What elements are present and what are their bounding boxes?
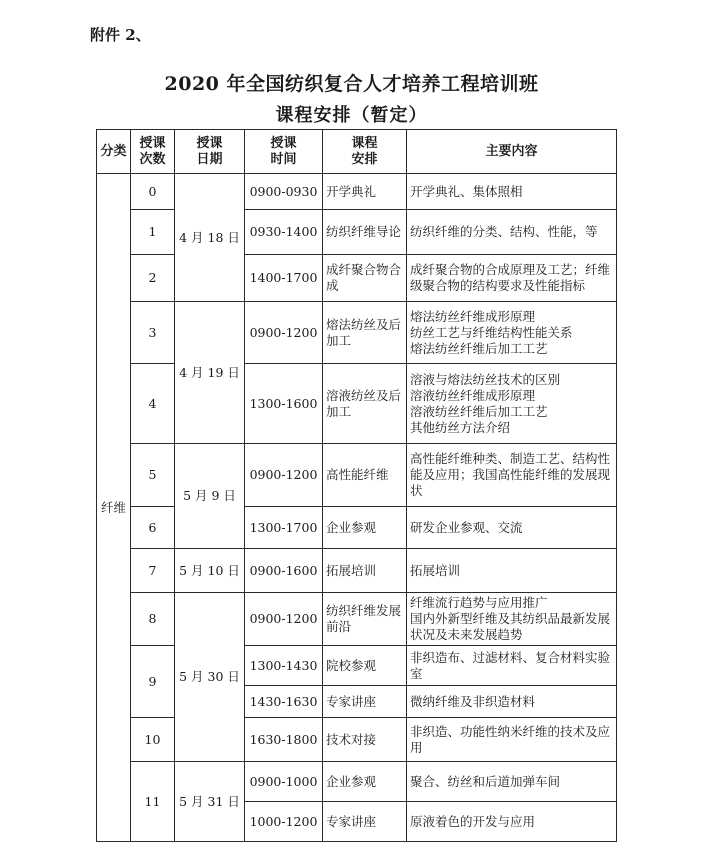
date-cell: 5 月 30 日 <box>175 593 245 762</box>
session-number: 4 <box>131 364 175 444</box>
course-cell: 熔法纺丝及后加工 <box>323 302 407 364</box>
session-number: 11 <box>131 762 175 842</box>
content-cell: 纤维流行趋势与应用推广 国内外新型纤维及其纺织品最新发展状况及未来发展趋势 <box>407 593 617 646</box>
header-course: 课程 安排 <box>323 130 407 174</box>
time-cell: 1400-1700 <box>245 255 323 302</box>
header-time: 授课 时间 <box>245 130 323 174</box>
content-cell: 拓展培训 <box>407 549 617 593</box>
table-row <box>97 762 617 802</box>
course-cell: 溶液纺丝及后加工 <box>323 364 407 444</box>
session-number: 2 <box>131 255 175 302</box>
course-cell: 纺织纤维导论 <box>323 210 407 255</box>
schedule-table <box>96 129 617 842</box>
content-cell: 非织造布、过滤材料、复合材料实验室 <box>407 646 617 686</box>
course-cell: 专家讲座 <box>323 802 407 842</box>
content-cell: 非织造、功能性纳米纤维的技术及应用 <box>407 718 617 762</box>
session-number: 9 <box>131 646 175 718</box>
content-cell: 微纳纤维及非织造材料 <box>407 686 617 718</box>
header-session-number: 授课 次数 <box>131 130 175 174</box>
header-content: 主要内容 <box>407 130 617 174</box>
content-cell: 成纤聚合物的合成原理及工艺；纤维级聚合物的结构要求及性能指标 <box>407 255 617 302</box>
course-cell: 拓展培训 <box>323 549 407 593</box>
table-row <box>97 549 617 593</box>
time-cell: 1300-1430 <box>245 646 323 686</box>
content-cell: 纺织纤维的分类、结构、性能，等 <box>407 210 617 255</box>
content-cell: 熔法纺丝纤维成形原理 纺丝工艺与纤维结构性能关系 熔法纺丝纤维后加工工艺 <box>407 302 617 364</box>
table-row <box>97 444 617 507</box>
table-row <box>97 302 617 364</box>
course-cell: 技术对接 <box>323 718 407 762</box>
session-number: 0 <box>131 174 175 210</box>
date-cell: 5 月 9 日 <box>175 444 245 549</box>
time-cell: 0900-1200 <box>245 302 323 364</box>
course-cell: 企业参观 <box>323 507 407 549</box>
header-category: 分类 <box>97 130 131 174</box>
time-cell: 1430-1630 <box>245 686 323 718</box>
session-number: 8 <box>131 593 175 646</box>
document-subtitle: 课程安排（暂定） <box>275 105 428 126</box>
time-cell: 0930-1400 <box>245 210 323 255</box>
category-cell: 纤维 <box>97 174 131 842</box>
course-cell: 开学典礼 <box>323 174 407 210</box>
time-cell: 1300-1700 <box>245 507 323 549</box>
date-cell: 5 月 10 日 <box>175 549 245 593</box>
course-cell: 院校参观 <box>323 646 407 686</box>
table-row <box>97 174 617 210</box>
table-row <box>97 593 617 646</box>
time-cell: 1300-1600 <box>245 364 323 444</box>
course-cell: 纺织纤维发展前沿 <box>323 593 407 646</box>
session-number: 1 <box>131 210 175 255</box>
time-cell: 0900-1200 <box>245 444 323 507</box>
date-cell: 5 月 31 日 <box>175 762 245 842</box>
session-number: 3 <box>131 302 175 364</box>
date-cell: 4 月 19 日 <box>175 302 245 444</box>
document-title: 2020 年全国纺织复合人才培养工程培训班 <box>164 73 539 95</box>
header-date: 授课 日期 <box>175 130 245 174</box>
content-cell: 溶液与熔法纺丝技术的区别 溶液纺丝纤维成形原理 溶液纺丝纤维后加工工艺 其他纺丝方法介绍 <box>407 364 617 444</box>
attachment-label: 附件 2、 <box>90 26 151 44</box>
time-cell: 1630-1800 <box>245 718 323 762</box>
session-number: 10 <box>131 718 175 762</box>
time-cell: 1000-1200 <box>245 802 323 842</box>
content-cell: 开学典礼、集体照相 <box>407 174 617 210</box>
time-cell: 0900-0930 <box>245 174 323 210</box>
session-number: 7 <box>131 549 175 593</box>
content-cell: 原液着色的开发与应用 <box>407 802 617 842</box>
course-cell: 高性能纤维 <box>323 444 407 507</box>
time-cell: 0900-1200 <box>245 593 323 646</box>
time-cell: 0900-1600 <box>245 549 323 593</box>
course-cell: 企业参观 <box>323 762 407 802</box>
session-number: 6 <box>131 507 175 549</box>
course-cell: 成纤聚合物合成 <box>323 255 407 302</box>
content-cell: 聚合、纺丝和后道加弹车间 <box>407 762 617 802</box>
date-cell: 4 月 18 日 <box>175 174 245 302</box>
content-cell: 研发企业参观、交流 <box>407 507 617 549</box>
course-cell: 专家讲座 <box>323 686 407 718</box>
session-number: 5 <box>131 444 175 507</box>
time-cell: 0900-1000 <box>245 762 323 802</box>
header-row <box>97 130 617 174</box>
content-cell: 高性能纤维种类、制造工艺、结构性能及应用；我国高性能纤维的发展现状 <box>407 444 617 507</box>
